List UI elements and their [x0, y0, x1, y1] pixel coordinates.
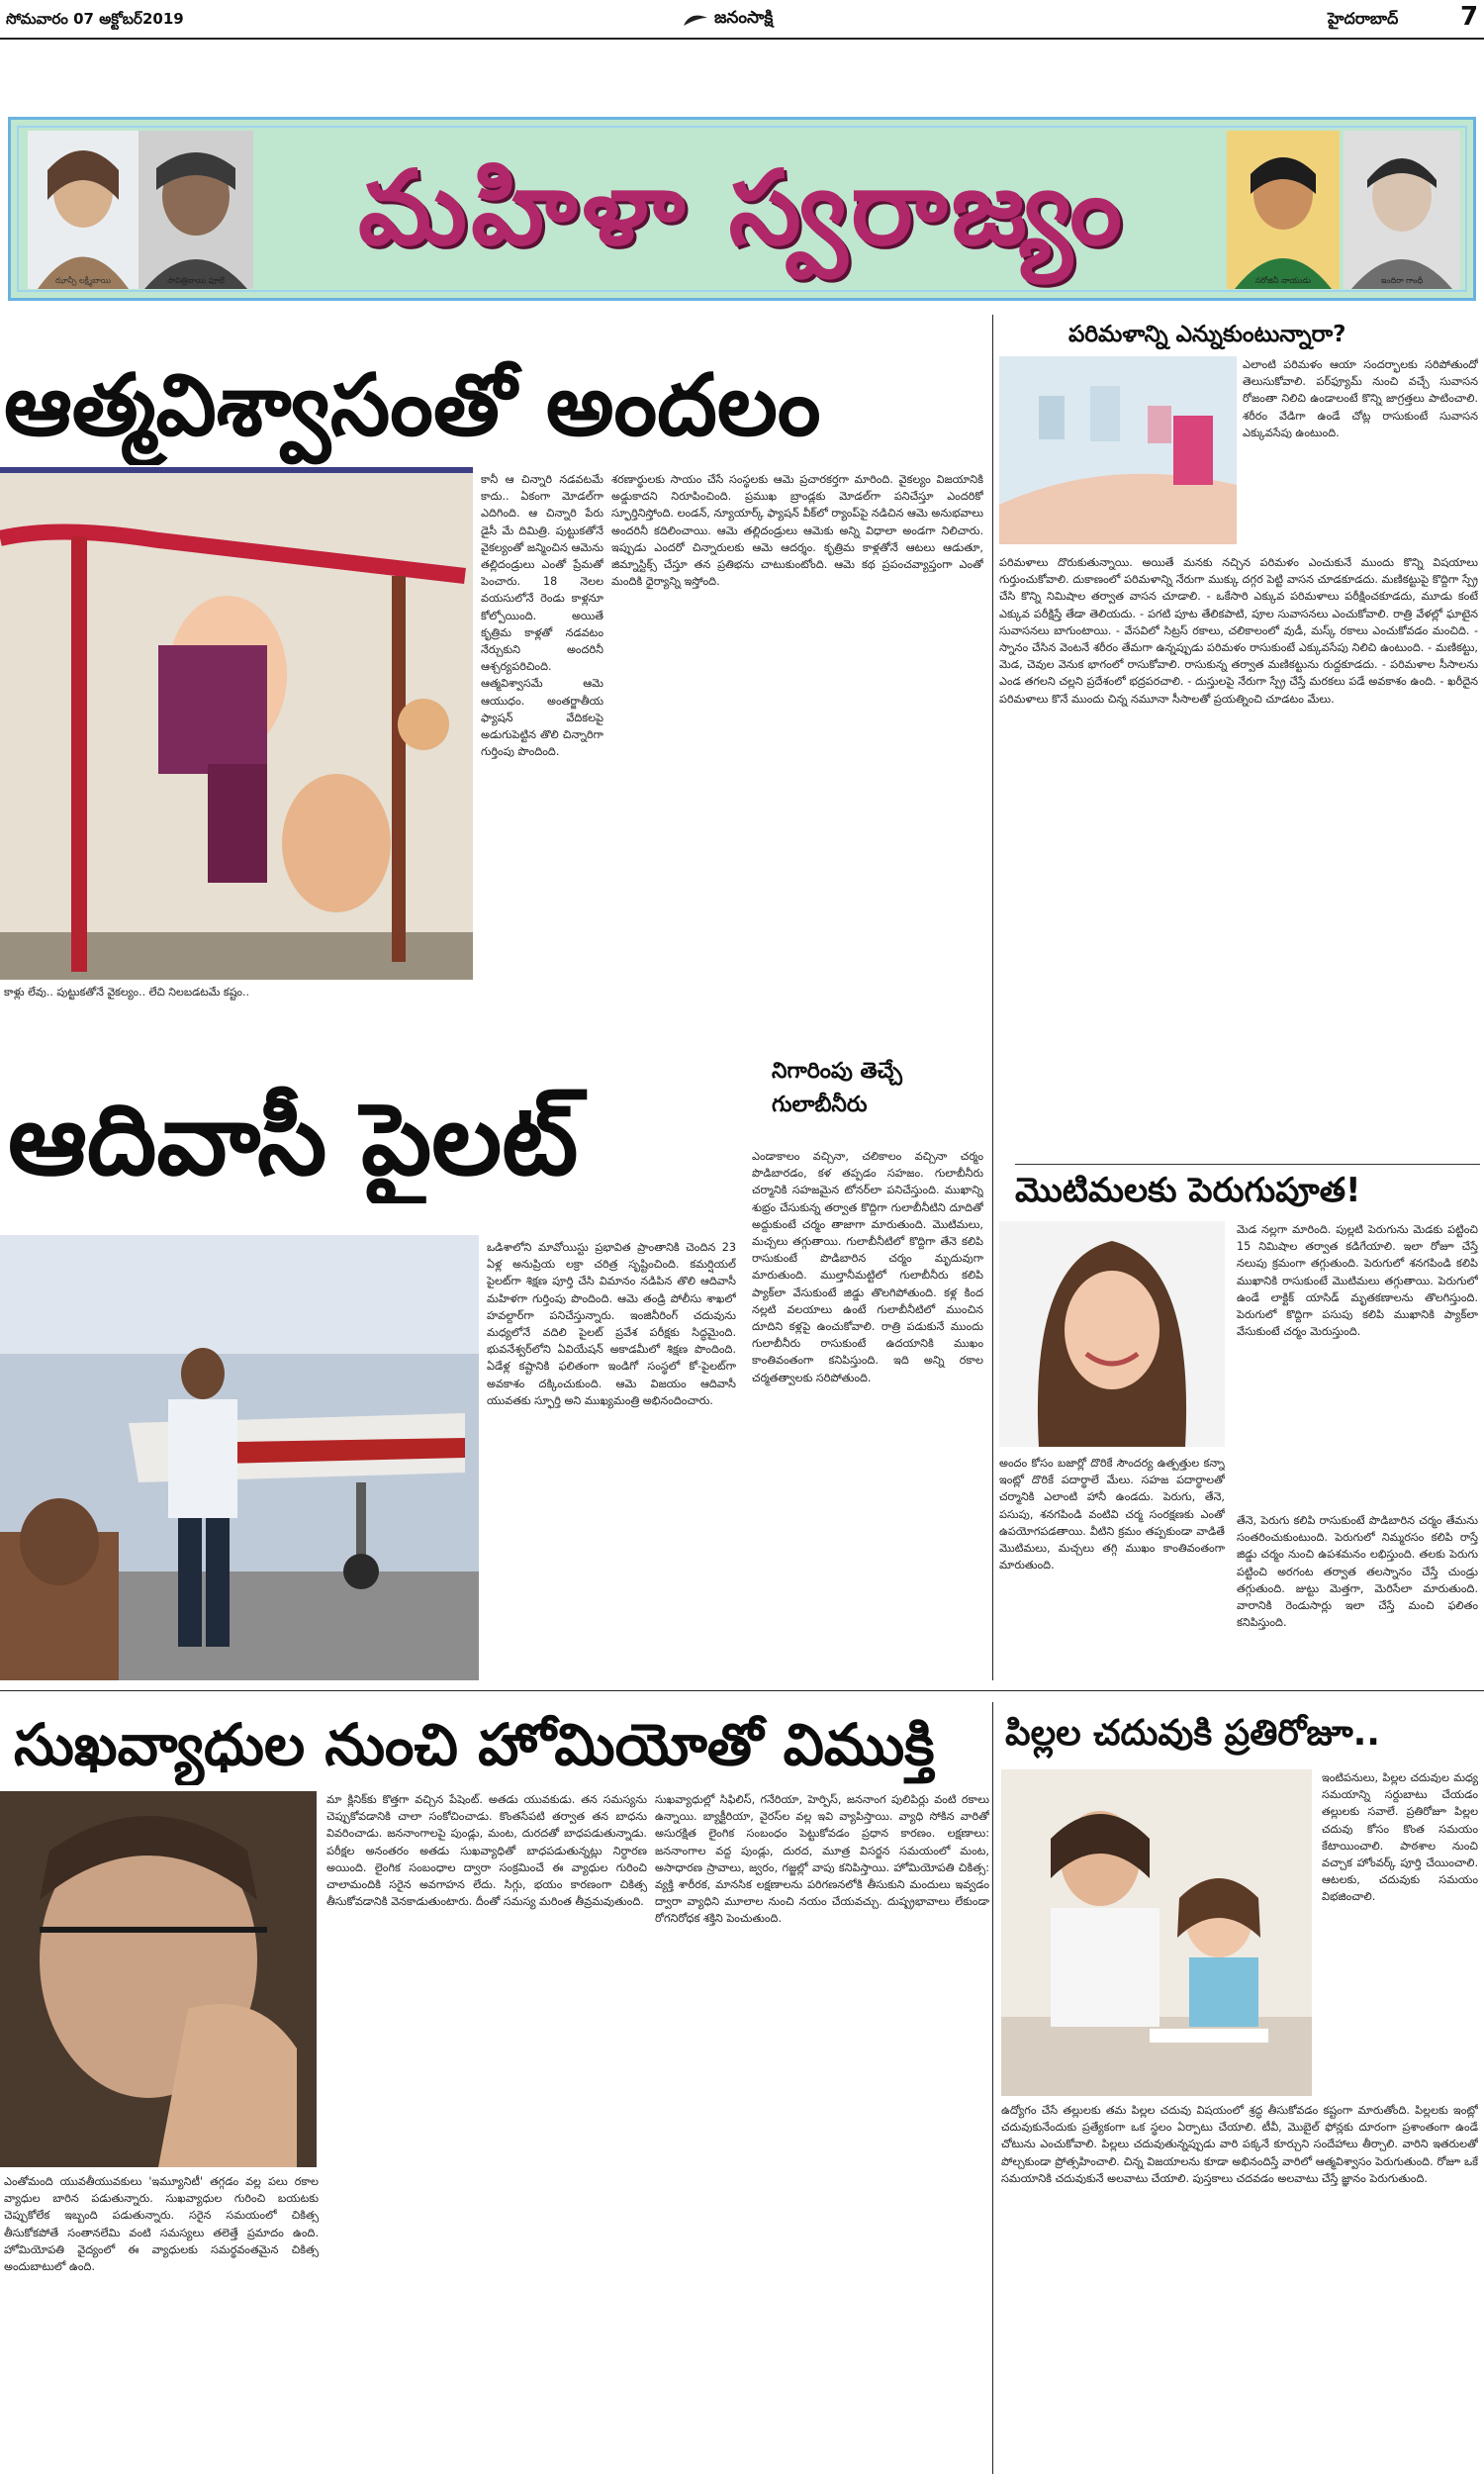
photo-mother-child-study — [1001, 1769, 1312, 2096]
photo-perfume-wrist — [999, 356, 1237, 544]
article-column: తేనె, పెరుగు కలిపి రాసుకుంటే పొడిబారిన చర్మం తేమను సంతరించుకుంటుంది. పెరుగులో నిమ్మరసం కలిపి రాస్తే జిడ్డు చర్మం నుంచి ఉపశమనం లభిస్తుంది. తలకు పెరుగు పట్టించి అరగంట తర్వాత తలస్నానం చేస్తే చుండ్రు తగ్గుతుంది. జుట్టు మెత్తగా, మెరిసేలా మారుతుంది. వారానికి రెండుసార్లు ఇలా చేస్తే మంచి ఫలితం కనిపిస్తుంది. — [1237, 1514, 1478, 1630]
portrait-caption: ఇందిరా గాంధీ — [1380, 276, 1424, 285]
column-divider — [992, 315, 993, 1680]
article-headline: పరిమళాన్ని ఎన్నుకుంటున్నారా? — [1068, 322, 1346, 347]
portrait-caption: సరోజినీ నాయుడు — [1254, 276, 1312, 285]
article-column: ఎంతోమంది యువతీయువకులు 'ఇమ్యూనిటీ' తగ్గడం వల్ల పలు రకాల వ్యాధుల బారిన పడుతున్నారు. సుఖవ్యాధుల గురించి బయటకు చెప్పుకోలేక ఇబ్బంది పడుతున్నారు. సరైన సమయంలో చికిత్స తీసుకోకపోతే సంతానలేమి వంటి సమస్యలు తలెత్తే ప్రమాదం ఉంది. హోమియోపతి వైద్యంలో ఈ వ్యాధులకు సమర్థవంతమైన చికిత్స అందుబాటులో ఉంది. — [4, 2175, 319, 2274]
article-column: కానీ ఆ చిన్నారి నడవటమే కాదు.. ఏకంగా మోడల్‌గా ఎదిగింది. ఆ చిన్నారి పేరు డైసీ మే దిమిత్రి. పుట్టుకతోనే వైకల్యంతో జన్మించిన ఆమెను తల్లిదండ్రులు ఎంతో ప్రేమతో పెంచారు. 18 నెలల వయసులోనే రెండు కాళ్లనూ కోల్పోయింది. అయితే కృత్రిమ కాళ్లతో నడవటం నేర్చుకుని అందరినీ ఆశ్చర్యపరిచింది. ఆత్మవిశ్వాసమే ఆమె ఆయుధం. అంతర్జాతీయ ఫ్యాషన్ వేదికలపై అడుగుపెట్టిన తొలి చిన్నారిగా గుర్తింపు పొందింది. — [481, 473, 603, 759]
portrait-lakshmibai — [28, 131, 139, 289]
masthead — [683, 8, 773, 32]
article-column: ఒడిశాలోని మావోయిస్టు ప్రభావిత ప్రాంతానికి చెందిన 23 ఏళ్ల అనుప్రియ లక్రా చరిత్ర సృష్టించింది. కమర్షియల్ పైలట్‌గా శిక్షణ పూర్తి చేసి విమానం నడిపిన తొలి ఆదివాసీ మహిళగా గుర్తింపు పొందింది. ఆమె తండ్రి పోలీసు శాఖలో హవల్దార్‌గా పనిచేస్తున్నారు. ఇంజినీరింగ్ చదువును మధ్యలోనే వదిలి పైలట్ ప్రవేశ పరీక్షకు సిద్ధమైంది. భువనేశ్వర్‌లోని ఏవియేషన్ అకాడమీలో శిక్షణ పొందింది. ఏడేళ్ల కష్టానికి ఫలితంగా ఇండిగో సంస్థలో కో-పైలట్‌గా అవకాశం దక్కించుకుంది. ఆమె విజయం ఆదివాసీ యువతకు స్ఫూర్తి అని ముఖ్యమంత్రి అభినందించారు. — [487, 1241, 736, 1407]
article-column: మెడ నల్లగా మారింది. పుల్లటి పెరుగును మెడకు పట్టించి 15 నిమిషాల తర్వాత కడిగేయాలి. ఇలా రోజూ చేస్తే నలుపు క్రమంగా తగ్గుతుంది. పెరుగులో శనగపిండి కలిపి ముఖానికి రాసుకుంటే మొటిమలు తగ్గుతాయి. పెరుగులో ఉండే లాక్టిక్ యాసిడ్ మృతకణాలను తొలగిస్తుంది. పెరుగులో కొద్దిగా పసుపు కలిపి ముఖానికి ప్యాక్‌లా వేసుకుంటే చర్మం మెరుస్తుంది. — [1237, 1223, 1478, 1339]
newspaper-name: జనంసాక్షి — [714, 8, 774, 28]
portrait-indira — [1344, 131, 1460, 289]
portrait-caption: ఝాన్సీ లక్ష్మీబాయి — [54, 276, 112, 285]
photo-girl-monkey-bars — [0, 467, 473, 980]
portrait-caption: సావిత్రిబాయి ఫూలే — [167, 276, 225, 285]
article-headline: సుఖవ్యాధుల నుంచి హోమియోతో విముక్తి — [14, 1711, 935, 1778]
article-body: పరిమళాలు దొరుకుతున్నాయి. అయితే మనకు నచ్చిన పరిమళం ఎంచుకునే ముందు కొన్ని విషయాలు గుర్తుంచుకోవాలి. దుకాణంలో పరిమళాన్ని నేరుగా ముక్కు దగ్గర పెట్టి వాసన చూడకూడదు. మణికట్టుపై కొద్దిగా స్ప్రే చేసి కొన్ని నిమిషాల తర్వాత వాసన చూడాలి. - ఒకేసారి ఎక్కువ పరిమళాలు పరీక్షించకూడదు, మూడు కంటే ఎక్కువ పరీక్షిస్తే తేడా తెలియదు. - పగటి పూట తేలికపాటి, పూల సువాసనలు ఎంచుకోవాలి. రాత్రి వేళల్లో ఘాటైన సువాసనలు బాగుంటాయి. - వేసవిలో సిట్రస్ రకాలు, చలికాలంలో వుడీ, మస్క్ రకాలు ఎంచుకోవడం మంచిది. - స్నానం చేసిన వెంటనే శరీరం తేమగా ఉన్నప్పుడు పరిమళం రాసుకుంటే ఎక్కువసేపు నిలిచి ఉంటుంది. - మణికట్టు, మెడ, చెవుల వెనుక భాగంలో రాసుకోవాలి. రాసుకున్న తర్వాత మణికట్టును రుద్దకూడదు. - పరిమళాల సీసాలను ఎండ తగలని చల్లని ప్రదేశంలో భద్రపరచాలి. - దుస్తులపై నేరుగా స్ప్రే చేస్తే మరకలు పడే అవకాశం ఉంది. - ఖరీదైన పరిమళాలు కొనే ముందు చిన్న నమూనా సీసాలతో ప్రయత్నించి చూడటం మేలు. — [999, 556, 1478, 706]
article-column: ఇంటిపనులు, పిల్లల చదువుల మధ్య సమయాన్ని సర్దుబాటు చేయడం తల్లులకు సవాలే. ప్రతిరోజూ పిల్లల చదువు కోసం కొంత సమయం కేటాయించాలి. పాఠశాల నుంచి వచ్చాక హోంవర్క్ పూర్తి చేయించాలి. ఆటలకు, చదువుకు సమయం విభజించాలి. — [1322, 1771, 1478, 1904]
article-column: సుఖవ్యాధుల్లో సిఫిలిస్, గనేరియా, హెర్పిస్, జననాంగ పులిపిర్లు వంటి రకాలు ఉన్నాయి. బ్యాక్టీరియా, వైరస్‌ల వల్ల ఇవి వ్యాపిస్తాయి. వ్యాధి సోకిన వారితో అసురక్షిత లైంగిక సంబంధం పెట్టుకోవడం ప్రధాన కారణం. లక్షణాలు: జననాంగాల వద్ద పుండ్లు, దురద, మూత్ర విసర్జన సమయంలో మంట, అసాధారణ స్రావాలు, జ్వరం, గజ్జల్లో వాపు కనిపిస్తాయి. హోమియోపతి చికిత్స: వ్యక్తి శారీరక, మానసిక లక్షణాలను పరిగణనలోకి తీసుకుని మందులు ఇవ్వడం ద్వారా వ్యాధిని మూలాల నుంచి నయం చేయవచ్చు. దుష్ప్రభావాలు లేకుండా రోగనిరోధక శక్తిని పెంచుతుంది. — [655, 1793, 989, 1926]
article-column: శరణార్థులకు సాయం చేసే సంస్థలకు ఆమె ప్రచారకర్తగా మారింది. వైకల్యం విజయానికి అడ్డుకాదని నిరూపించింది. ప్రముఖ బ్రాండ్లకు మోడల్‌గా పనిచేస్తూ ఎందరికో స్ఫూర్తినిస్తోంది. లండన్, న్యూయార్క్ ఫ్యాషన్ వీక్‌లో ర్యాంప్‌పై నడిచిన ఆమె అనుభవాలు అందరినీ కదిలించాయి. ఆమె తల్లిదండ్రులు ఆమెకు అన్ని విధాలా అండగా నిలిచారు. ఇప్పుడు ఎందరో చిన్నారులకు ఆమె ఆదర్శం. కృత్రిమ కాళ్లతోనే ఆటలు ఆడుతూ, జిమ్నాస్టిక్స్ చేస్తూ తన ప్రతిభను చాటుకుంటోంది. ఆమె కథ ప్రపంచవ్యాప్తంగా ఎంతో మందికి ధైర్యాన్ని ఇస్తోంది. — [611, 473, 983, 589]
column-divider — [992, 1702, 993, 2474]
edition-city: హైదరాబాద్ — [1328, 9, 1399, 28]
masthead-logo-icon — [683, 12, 708, 28]
page-number: 7 — [1460, 2, 1479, 32]
article-column: మా క్లినిక్‌కు కొత్తగా వచ్చిన పేషెంట్. అతడు యువకుడు. తన సమస్యను చెప్పుకోవడానికి చాలా సంకోచించాడు. కొంతసేపటి తర్వాత తన బాధను వివరించాడు. జననాంగాలపై పుండ్లు, మంట, దురదతో బాధపడుతున్నాడు. పరీక్షల అనంతరం అతడు సుఖవ్యాధితో బాధపడుతున్నట్లు నిర్ధారణ అయింది. లైంగిక సంబంధాల ద్వారా సంక్రమించే ఈ వ్యాధుల గురించి చాలామందికి సరైన అవగాహన లేదు. సిగ్గు, భయం కారణంగా చికిత్స తీసుకోవడానికి వెనకాడుతుంటారు. దీంతో సమస్య మరింత తీవ్రమవుతుంది. — [326, 1793, 647, 1909]
article-headline: పిల్లల చదువుకి ప్రతిరోజూ.. — [1005, 1713, 1380, 1754]
header-divider — [0, 38, 1484, 40]
article-column: ఎండాకాలం వచ్చినా, చలికాలం వచ్చినా చర్మం పొడిబారడం, కళ తప్పడం సహజం. గులాబీనీరు చర్మానికి సహజమైన టోనర్‌లా పనిచేస్తుంది. ముఖాన్ని శుభ్రం చేసుకున్న తర్వాత కొద్దిగా గులాబీనీటిని దూదితో అద్దుకుంటే చర్మం తాజాగా మారుతుంది. మొటిమలు, మచ్చలు తగ్గుతాయి. గులాబీనీటిలో కొద్దిగా తేనె కలిపి రాసుకుంటే పొడిబారిన చర్మం మృదువుగా మారుతుంది. ముల్తానీమట్టిలో గులాబీనీరు కలిపి ప్యాక్‌లా వేసుకుంటే జిడ్డు తొలగిపోతుంది. కళ్ల కింద నల్లటి వలయాలు ఉంటే గులాబీనీటిలో ముంచిన దూదిని కళ్లపై ఉంచుకోవాలి. రాత్రి పడుకునే ముందు గులాబీనీరు రాసుకుంటే ఉదయానికి ముఖం కాంతివంతంగా కనిపిస్తుంది. ఇది అన్ని రకాల చర్మతత్వాలకు సరిపోతుంది. — [752, 1150, 983, 1384]
article-column: అందం కోసం బజార్లో దొరికే సౌందర్య ఉత్పత్తుల కన్నా ఇంట్లో దొరికే పదార్థాలే మేలు. సహజ పదార్థాలతో చర్మానికి ఎలాంటి హానీ ఉండదు. పెరుగు, తేనె, పసుపు, శనగపిండి వంటివి చర్మ సంరక్షణకు ఎంతో ఉపయోగపడతాయి. వీటిని క్రమం తప్పకుండా వాడితే మొటిమలు, మచ్చలు తగ్గి ముఖం కాంతివంతంగా మారుతుంది. — [999, 1457, 1225, 1572]
photo-distressed-man — [0, 1791, 317, 2167]
article-column: ఉద్యోగం చేసే తల్లులకు తమ పిల్లల చదువు విషయంలో శ్రద్ధ తీసుకోవడం కష్టంగా మారుతోంది. పిల్లలకు ఇంట్లో చదువుకునేందుకు ప్రత్యేకంగా ఒక స్థలం ఏర్పాటు చేయాలి. టీవీ, మొబైల్ ఫోన్లకు దూరంగా ప్రశాంతంగా ఉండే చోటును ఎంచుకోవాలి. పిల్లలు చదువుతున్నప్పుడు వారి పక్కనే కూర్చుని సందేహాలు తీర్చాలి. వారిని ఇతరులతో పోల్చకుండా ప్రోత్సహించాలి. చిన్న విజయాలను కూడా అభినందిస్తే వారిలో ఆత్మవిశ్వాసం పెరుగుతుంది. రోజూ ఒకే సమయానికి చదువుకునే అలవాటు చేయాలి. పుస్తకాలు చదవడం అలవాటు చేస్తే జ్ఞానం పెరుగుతుంది. — [1001, 2104, 1478, 2185]
photo-caption: కాళ్లు లేవు.. పుట్టుకతోనే వైకల్యం.. లేచి నిలబడటమే కష్టం.. — [4, 986, 249, 999]
photo-smiling-woman — [999, 1221, 1225, 1447]
page-header — [0, 0, 1484, 36]
section-divider — [0, 1690, 1484, 1691]
portrait-savitribai — [139, 131, 253, 289]
article-headline: మొటిమలకు పెరుగుపూత! — [1015, 1164, 1480, 1216]
article-headline: ఆత్మవిశ్వాసంతో అందలం — [4, 356, 821, 455]
portrait-sarojini — [1227, 131, 1340, 289]
article-headline: ఆదివాసీ పైలట్ — [8, 1082, 579, 1197]
article-headline: నిగారింపు తెచ్చే గులాబీనీరు — [772, 1059, 902, 1117]
banner-title: మహిళా స్వరాజ్యం — [358, 147, 1126, 268]
photo-pilot-plane — [0, 1235, 479, 1680]
issue-date: సోమవారం 07 అక్టోబర్2019 — [6, 10, 184, 28]
article-lead: ఎలాంటి పరిమళం ఆయా సందర్భాలకు సరిపోతుందో తెలుసుకోవాలి. పర్‌ఫ్యూమ్ నుంచి వచ్చే సువాసన రోజంతా నిలిచి ఉండాలంటే కొన్ని జాగ్రత్తలు పాటించాలి. శరీరం వేడిగా ఉండే చోట్ల రాసుకుంటే సువాసన ఎక్కువసేపు ఉంటుంది. — [1243, 358, 1478, 439]
